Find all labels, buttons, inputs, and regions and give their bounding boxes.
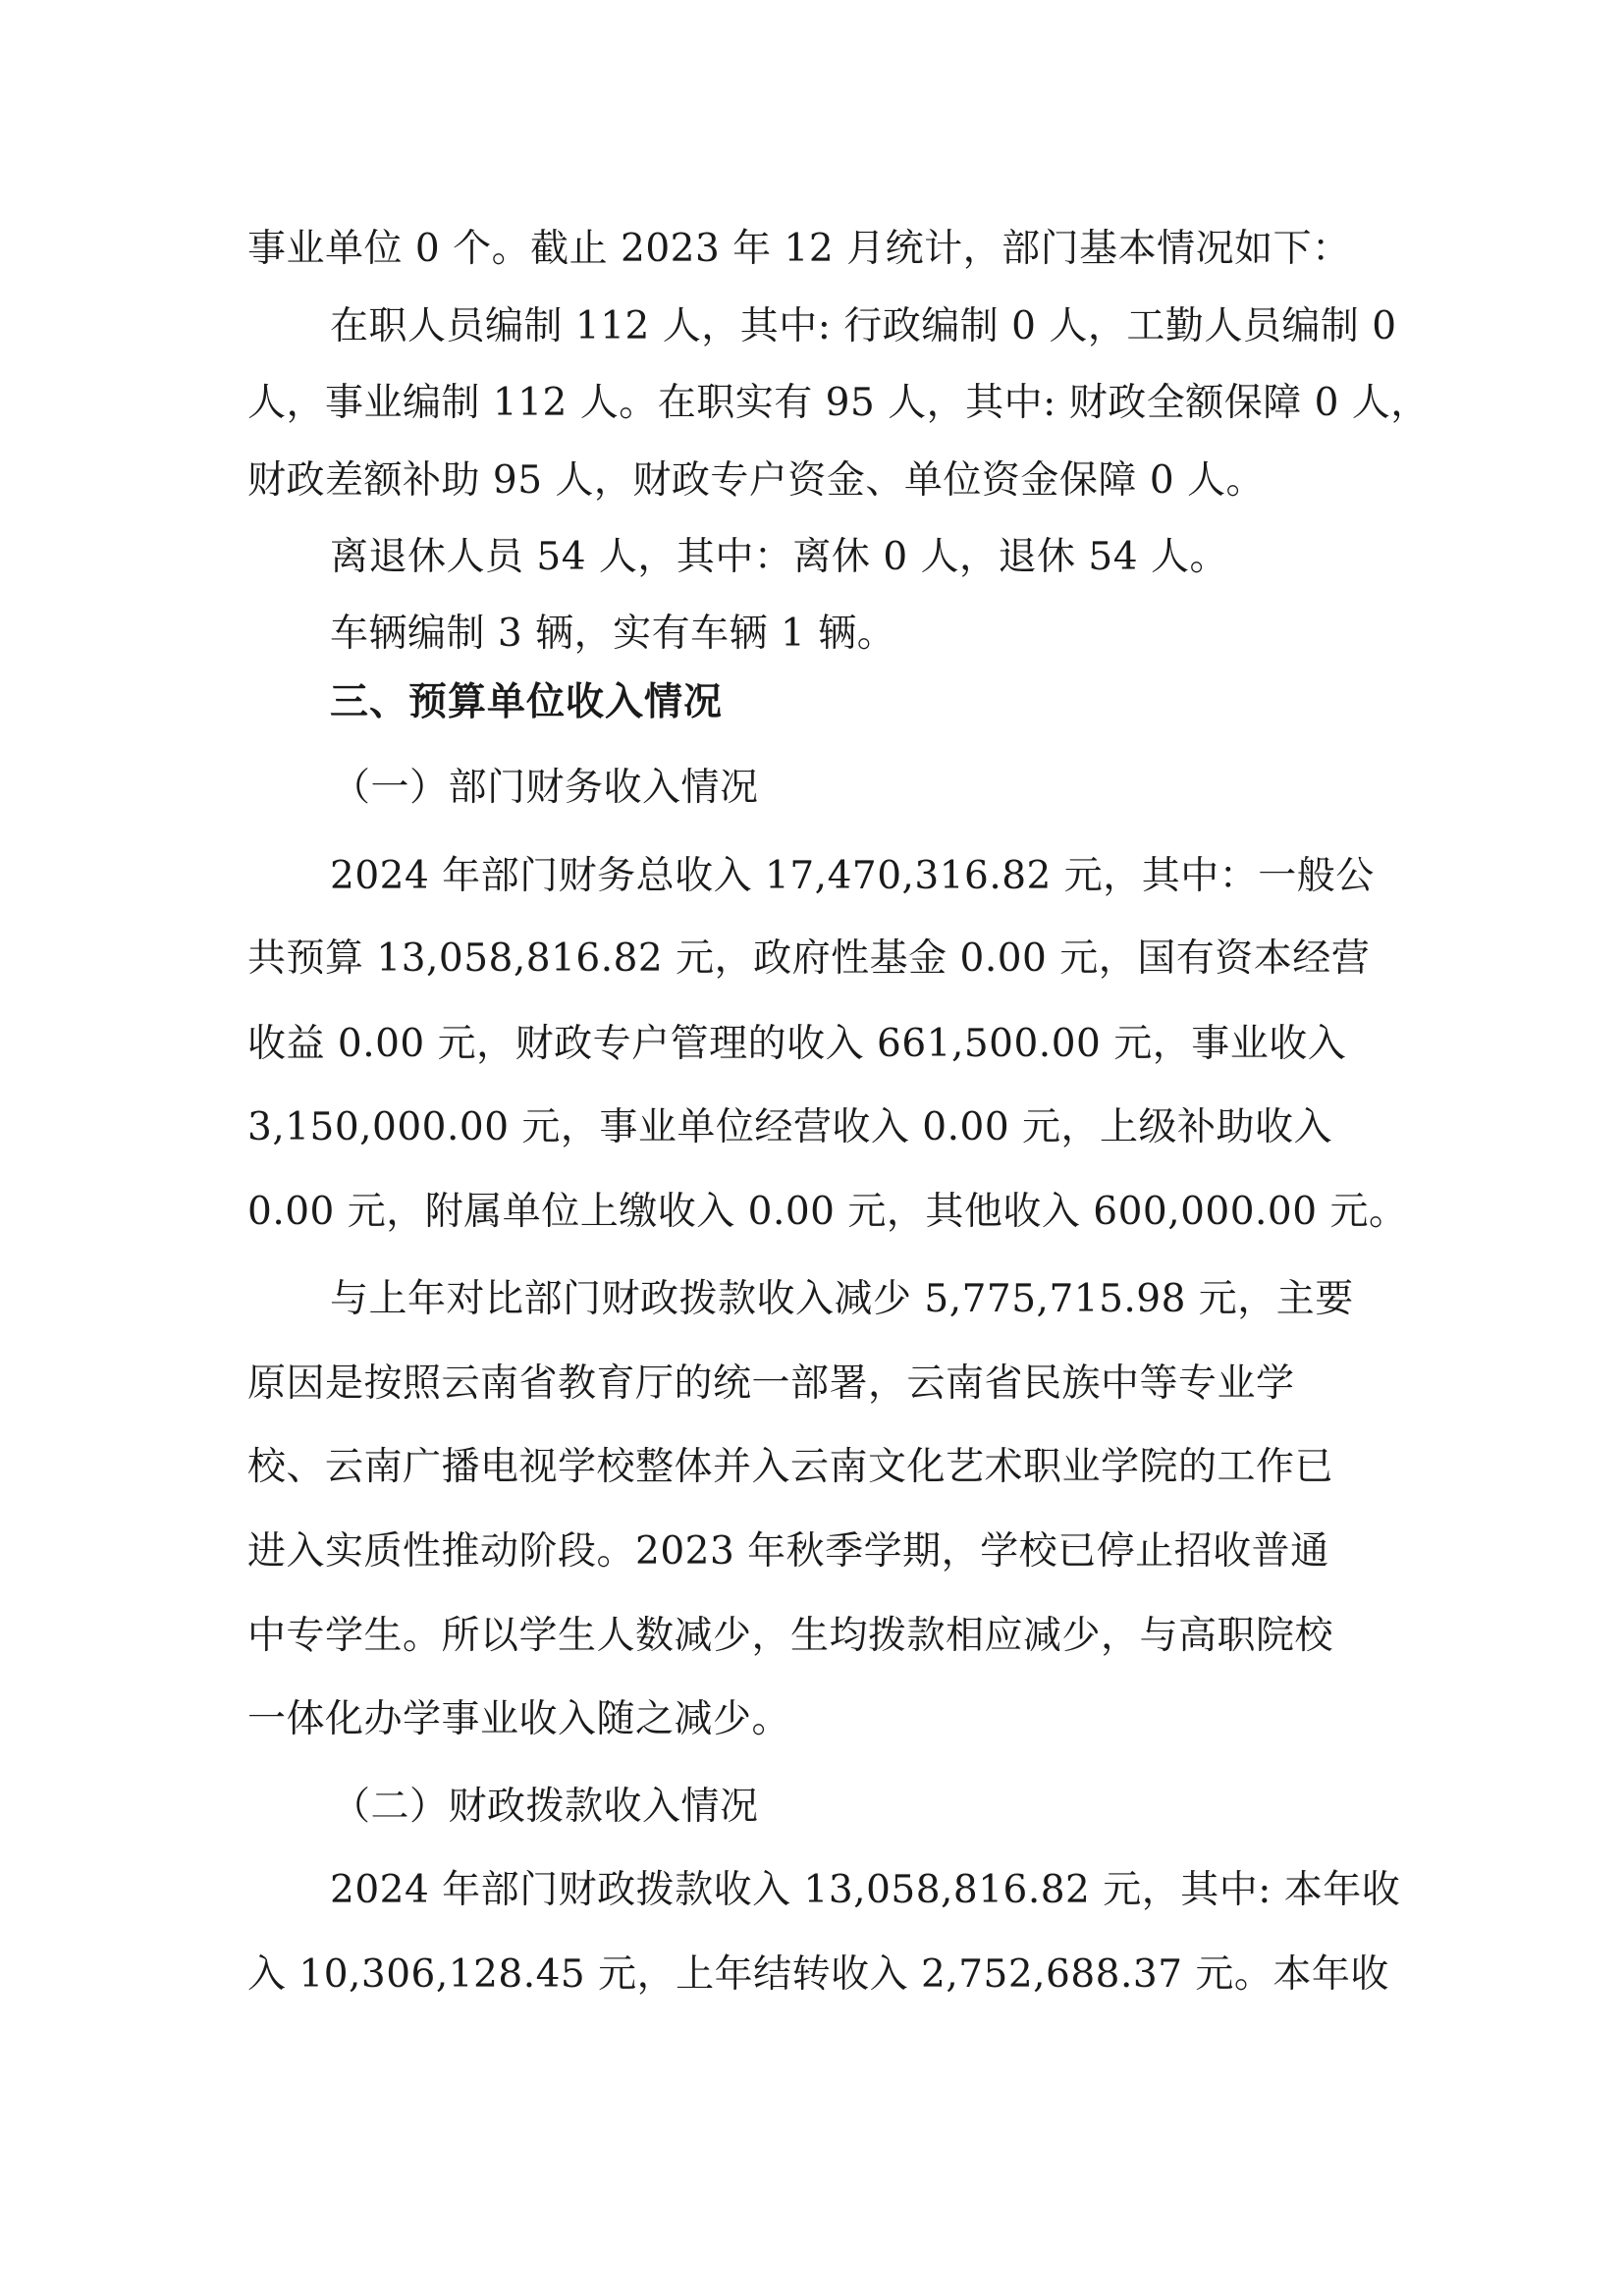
body-text-line: 共预算 13,058,816.82 元，政府性基金 0.00 元，国有资本经营 [247, 936, 1371, 981]
subsection-heading: （二）财政拨款收入情况 [332, 1785, 759, 1829]
body-text-line: 2024 年部门财务总收入 17,470,316.82 元，其中：一般公 [330, 854, 1375, 898]
body-text-line: 车辆编制 3 辆，实有车辆 1 辆。 [330, 612, 896, 656]
body-text-line: 原因是按照云南省教育厅的统一部署，云南省民族中等专业学 [247, 1362, 1295, 1406]
body-text-line: 校、云南广播电视学校整体并入云南文化艺术职业学院的工作已 [247, 1445, 1334, 1489]
body-text-line: 在职人员编制 112 人，其中: 行政编制 0 人，工勤人员编制 0 [330, 304, 1397, 348]
body-text-line: 0.00 元，附属单位上缴收入 0.00 元，其他收入 600,000.00 元。 [247, 1190, 1408, 1234]
section-heading: 三、预算单位收入情况 [330, 680, 724, 724]
body-text-line: 中专学生。所以学生人数减少，生均拨款相应减少，与高职院校 [247, 1614, 1334, 1658]
body-text-line: 入 10,306,128.45 元，上年结转收入 2,752,688.37 元。本年收 [247, 1952, 1389, 1997]
body-text-line: 3,150,000.00 元，事业单位经营收入 0.00 元，上级补助收入 [247, 1105, 1333, 1149]
body-text-line: 一体化办学事业收入随之减少。 [247, 1697, 791, 1741]
body-text-line: 与上年对比部门财政拨款收入减少 5,775,715.98 元，主要 [330, 1277, 1354, 1321]
body-text-line: 2024 年部门财政拨款收入 13,058,816.82 元，其中: 本年收 [330, 1868, 1401, 1912]
body-text-line: 事业单位 0 个。截止 2023 年 12 月统计，部门基本情况如下： [247, 227, 1351, 271]
body-text-line: 财政差额补助 95 人，财政专户资金、单位资金保障 0 人。 [247, 458, 1266, 503]
body-text-line: 进入实质性推动阶段。2023 年秋季学期，学校已停止招收普通 [247, 1529, 1329, 1574]
subsection-heading: （一）部门财务收入情况 [332, 766, 759, 810]
body-text-line: 离退休人员 54 人，其中：离休 0 人，退休 54 人。 [330, 535, 1228, 579]
body-text-line: 人，事业编制 112 人。在职实有 95 人，其中: 财政全额保障 0 人， [247, 381, 1430, 425]
body-text-line: 收益 0.00 元，财政专户管理的收入 661,500.00 元，事业收入 [247, 1022, 1347, 1066]
